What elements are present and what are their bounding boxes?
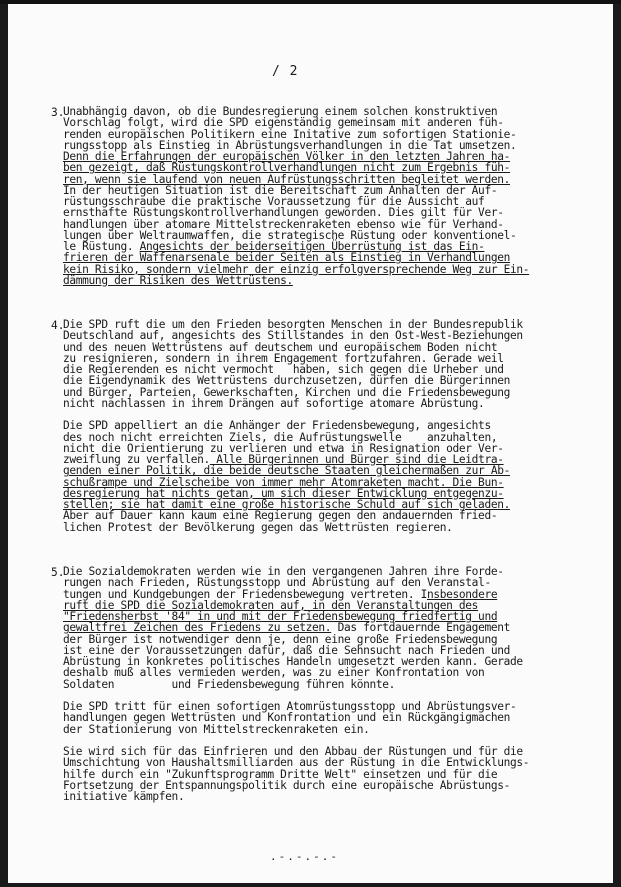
section-number: 5. [51,566,65,579]
text-line: deshalb muß alles vermieden werden, was zu einer Konfrontation von [63,666,485,680]
text-line: schußrampe und Zielscheibe von immer mehr Atomraketen macht. Die Bun- [63,475,504,489]
text-line: frieren der Waffenarsenale beider Seiten als Einstieg in Verhandlungen [63,251,510,265]
text-line: Abrüstung in konkretes politisches Handeln umgesetzt werden kann. Gerade [63,655,523,668]
end-mark: .-.-.-.- [270,850,339,863]
text-line: ruft die SPD die Sozialdemokraten auf, in den Veranstaltungen des [63,598,479,612]
text-line: lichen Protest der Bevölkerung gegen das Wettrüsten regieren. [63,520,453,534]
text-line: stellen; sie hat damit eine große historische Schuld auf sich geladen. [63,498,510,511]
section-3 [51,105,608,287]
text-line: le Rüstung. Angesichts der beiderseitigen Überrüstung ist das Ein- [63,240,485,253]
text-line: Soldaten und Friedensbewegung führen könnte. [63,677,396,691]
text-line: die Eigendynamik des Wettrüstens durchzusetzen, dürfen die Bürgerinnen [63,374,510,388]
text-line: und des neuen Wettrüstens auf deutschem und europäischem Boden nicht [63,340,498,354]
text-line: handlungen über atomare Mittelstreckenraketen ebenso wie für Verhand- [63,217,504,231]
text-line: initiative kämpfen. [63,790,185,803]
text-line: Die SPD appelliert an die Anhänger der Friedensbewegung, angesichts [63,419,491,433]
text-line: Umschichtung von Haushaltsmilliarden aus der Rüstung in die Entwicklungs- [63,756,530,770]
text-line: des noch nicht erreichten Ziels, die Aufrüstungswelle anzuhalten, [63,430,498,444]
text-line: Denn die Erfahrungen der europäischen Völker in den letzten Jahren ha- [63,150,510,163]
text-line: Die SPD ruft die um den Frieden besorgten Menschen in der Bundesrepublik [63,318,523,331]
page-number: / 2 [272,64,299,79]
section-4 [51,318,608,534]
text-line: lungen über Weltraumwaffen, die strategische Rüstung oder konventionel- [63,228,517,242]
text-line: hilfe durch ein "Zukunftsprogramm Dritte Welt" einsetzen und für die [63,767,498,781]
text-line: Deutschland auf, angesichts des Stillstandes in den Ost-West-Beziehungen [63,329,523,343]
text-line: zu resignieren, sondern in ihrem Engagement fortzufahren. Gerade weil [63,351,504,365]
text-line: tungen und Kundgebungen der Friedensbewegung vertreten. Insbesondere [63,587,498,601]
text-line: rungen nach Frieden, Rüstungsstopp und Abrüstung auf den Veranstal- [63,576,491,590]
text-line: ist eine der Voraussetzungen dafür, daß die Sehnsucht nach Frieden und [63,643,510,657]
text-line: der Bürger ist notwendiger denn je, denn eine große Friedensbewegung [63,632,498,646]
text-line: Die Sozialdemokraten werden wie in den vergangenen Jahren ihre Forde- [63,565,504,578]
text-line: Aber auf Dauer kann kaum eine Regierung gegen den andauernden fried- [63,509,498,523]
text-line: "Friedensherbst '84" in und mit der Friedensbewegung friedfertig und [63,610,498,623]
text-line: renden europäischen Politikern eine Initative zum sofortigen Stationie- [63,127,517,141]
text-line: Fortsetzung der Entspannungspolitik durch eine europäische Abrüstungs- [63,778,510,792]
section-number: 3. [51,106,65,119]
text-line: der Stationierung von Mittelstreckenraketen ein. [63,722,370,736]
text-line: nicht die Orientierung zu verlieren und etwa in Resignation oder Ver- [63,441,504,455]
text-line: dämmung der Risiken des Wettrüstens. [63,273,293,287]
text-line: ernsthafte Rüstungskontrollverhandlungen geworden. Dies gilt für Ver- [63,206,504,220]
section-5 [51,565,608,803]
text-line: rungsstopp als Einstieg in Abrüstungsverhandlungen in die Tat umsetzen. [63,138,517,152]
text-line: ren, wenn sie laufend von neuen Aufrüstungsschritten begleitet werden. [63,172,510,186]
section-number: 4. [51,319,65,332]
text-line: desregierung hat nichts getan, um sich dieser Entwicklung entgegenzu- [63,486,504,500]
text-line: zweiflung zu verfallen. Alle Bürgerinnen und Bürger sind die Leidtra- [63,453,504,466]
text-line: Sie wird sich für das Einfrieren und den Abbau der Rüstungen und für die [63,745,523,758]
text-line: handlungen gegen Wettrüsten und Konfrontation und ein Rückgängigmachen [63,711,510,725]
text-line: Vorschlag folgt, wird die SPD eigenständig gemeinsam mit anderen füh- [63,116,504,130]
text-line: die Regierenden es nicht vermocht haben, sich gegen die Urheber und [63,363,504,376]
document-page [8,4,613,883]
text-line: Die SPD tritt für einen sofortigen Atomrüstungsstopp und Abrüstungsver- [63,700,517,713]
text-line: und Bürger, Parteien, Gewerkschaften, Kirchen und die Friedensbewegung [63,385,510,399]
text-line: ben gezeigt, daß Rüstungskontrollverhandlungen nicht zum Ergebnis füh- [63,161,510,175]
text-line: nicht nachlassen in ihrem Drängen auf sofortige atomare Abrüstung. [63,396,485,410]
text-line: rüstungsschraube die praktische Voraussetzung für die Aussicht auf [63,195,485,208]
text-line: kein Risiko, sondern vielmehr der einzig erfolgversprechende Weg zur Ein- [63,262,530,276]
text-line: gewaltfrei Zeichen des Friedens zu setzen. Das fortdauernde Engagement [63,621,510,635]
text-line: Unabhängig davon, ob die Bundesregierung einem solchen konstruktiven [63,105,498,118]
text-line: genden einer Politik, die beide deutsche Staaten gleichermaßen zur Ab- [63,464,510,478]
text-line: In der heutigen Situation ist die Bereitschaft zum Anhalten der Auf- [63,183,498,197]
